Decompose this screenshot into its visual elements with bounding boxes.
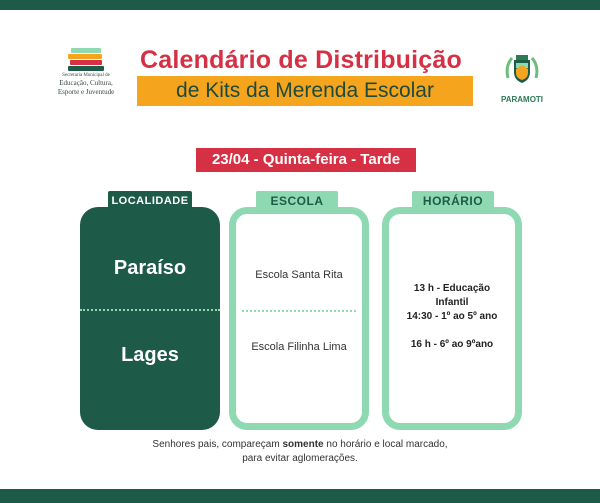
horario-line-2: Infantil [435,297,469,308]
city-crest-icon [502,52,542,88]
secretaria-name [44,73,128,97]
date-banner: 23/04 - Quinta-feira - Tarde [196,148,416,172]
footer-text-post: no horário e local marcado, [323,439,448,450]
page-subtitle: de Kits da Merenda Escolar [137,76,473,106]
localidade-row-1: Paraíso [113,257,187,279]
books-icon [68,48,104,71]
escola-panel [229,207,369,430]
secretaria-line2: Esporte e Juventude [57,88,115,96]
escola-row-2: Escola Filinha Lima [251,341,347,353]
localidade-header: LOCALIDADE [108,191,192,211]
secretaria-logo [44,48,128,97]
horario-line-3: 14:30 - 1º ao 5º ano [406,311,498,322]
city-logo [498,52,546,104]
localidade-row-2: Lages [121,344,179,366]
horario-panel [382,207,522,430]
escola-header: ESCOLA [256,191,338,211]
horario-line-1: 13 h - Educação [413,283,491,294]
localidade-divider [80,309,220,311]
top-border-bar [0,0,600,10]
escola-divider [242,310,356,312]
escola-row-1: Escola Santa Rita [255,269,343,281]
secretaria-line1: Educação, Cultura, [59,79,113,87]
city-name: PARAMOTI [500,95,544,104]
horario-header: HORÁRIO [412,191,494,211]
footer-text-line2: para evitar aglomerações. [242,453,358,464]
page-title: Calendário de Distribuição [140,46,462,74]
horario-schedule [389,282,515,352]
footer-notice [100,438,500,466]
footer-text-pre: Senhores pais, compareçam [152,439,283,450]
localidade-panel [80,207,220,430]
footer-text-bold: somente [282,439,324,450]
bottom-border-bar [0,489,600,503]
horario-line-4: 16 h - 6º ao 9ºano [410,339,494,350]
secretaria-small-text: Secretaria Municipal de [62,73,110,78]
